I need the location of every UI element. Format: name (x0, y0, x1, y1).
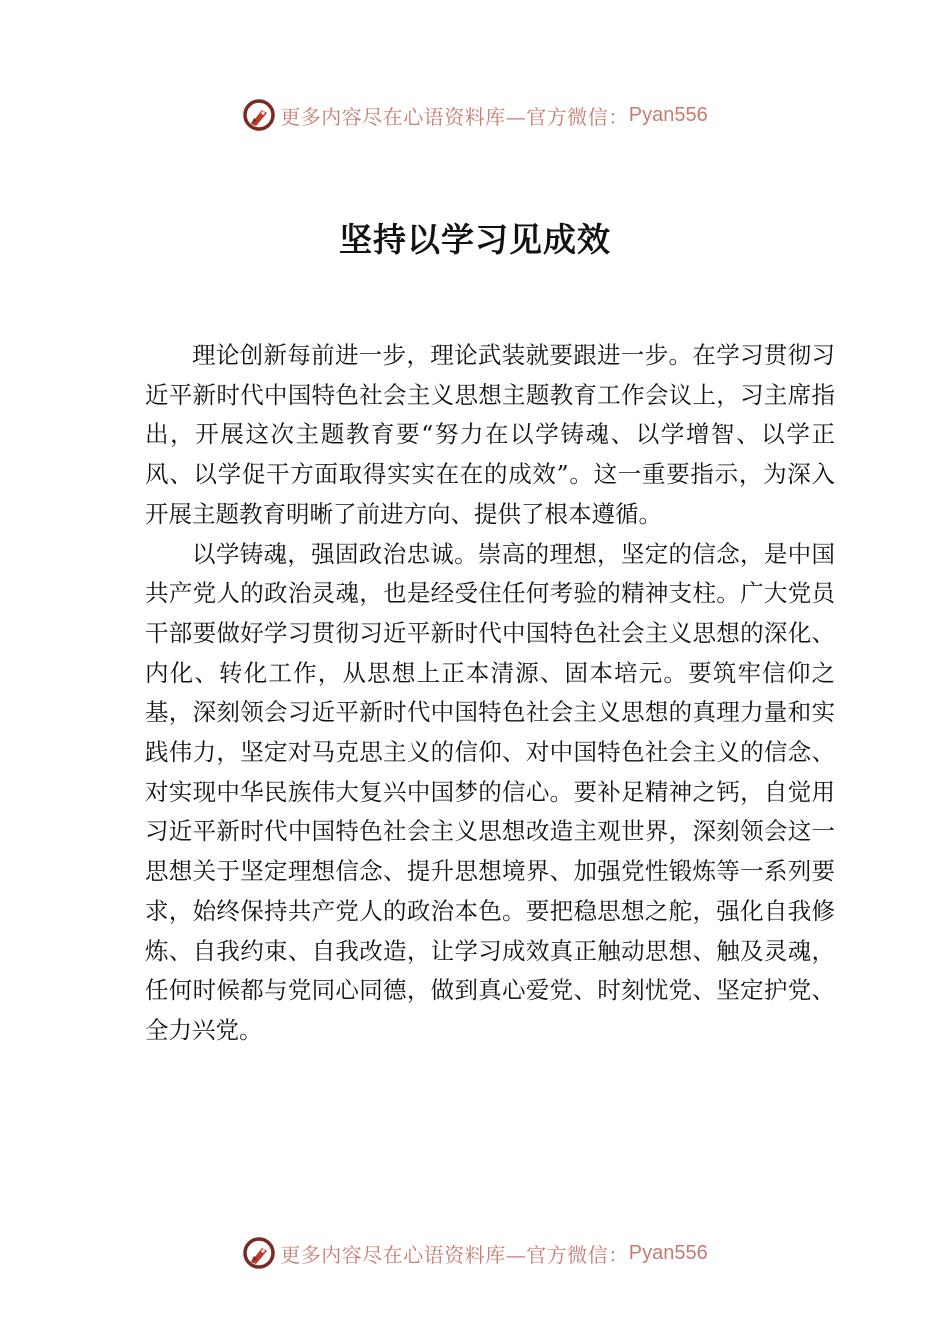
document-body (145, 336, 835, 1051)
pen-nib-logo-icon (242, 1236, 276, 1270)
paragraph: 理论创新每前进一步，理论武装就要跟进一步。在学习贯彻习近平新时代中国特色社会主义思想主题教育工作会议上，习主席指出，开展这次主题教育要“努力在以学铸魂、以学增智、以学正风、以学促干方面取得实实在在的成效”。这一重要指示，为深入开展主题教育明晰了前进方向、提供了根本遵循。 (145, 341, 835, 528)
header-banner (0, 95, 950, 135)
paragraph: 以学铸魂，强固政治忠诚。崇高的理想，坚定的信念，是中国共产党人的政治灵魂，也是经受住任何考验的精神支柱。广大党员干部要做好学习贯彻习近平新时代中国特色社会主义思想的深化、内化、转化工作，从思想上正本清源、固本培元。要筑牢信仰之基，深刻领会习近平新时代中国特色社会主义思想的真理力量和实践伟力，坚定对马克思主义的信仰、对中国特色社会主义的信念、对实现中华民族伟大复兴中国梦的信心。要补足精神之钙，自觉用习近平新时代中国特色社会主义思想改造主观世界，深刻领会这一思想关于坚定理想信念、提升思想境界、加强党性锻炼等一系列要求，始终保持共产党人的政治本色。要把稳思想之舵，强化自我修炼、自我约束、自我改造，让学习成效真正触动思想、触及灵魂，任何时候都与党同心同德，做到真心爱党、时刻忧党、坚定护党、全力兴党。 (145, 539, 835, 1044)
pen-nib-logo-icon (242, 98, 276, 132)
banner-text: 更多内容尽在心语资料库—官方微信： (280, 104, 629, 129)
banner-text: 更多内容尽在心语资料库—官方微信： (280, 1242, 629, 1267)
document-title: 坚持以学习见成效 (339, 220, 611, 259)
footer-banner (0, 1233, 950, 1273)
banner-wechat-id: Pyan556 (628, 1241, 708, 1264)
banner-wechat-id: Pyan556 (628, 103, 708, 126)
